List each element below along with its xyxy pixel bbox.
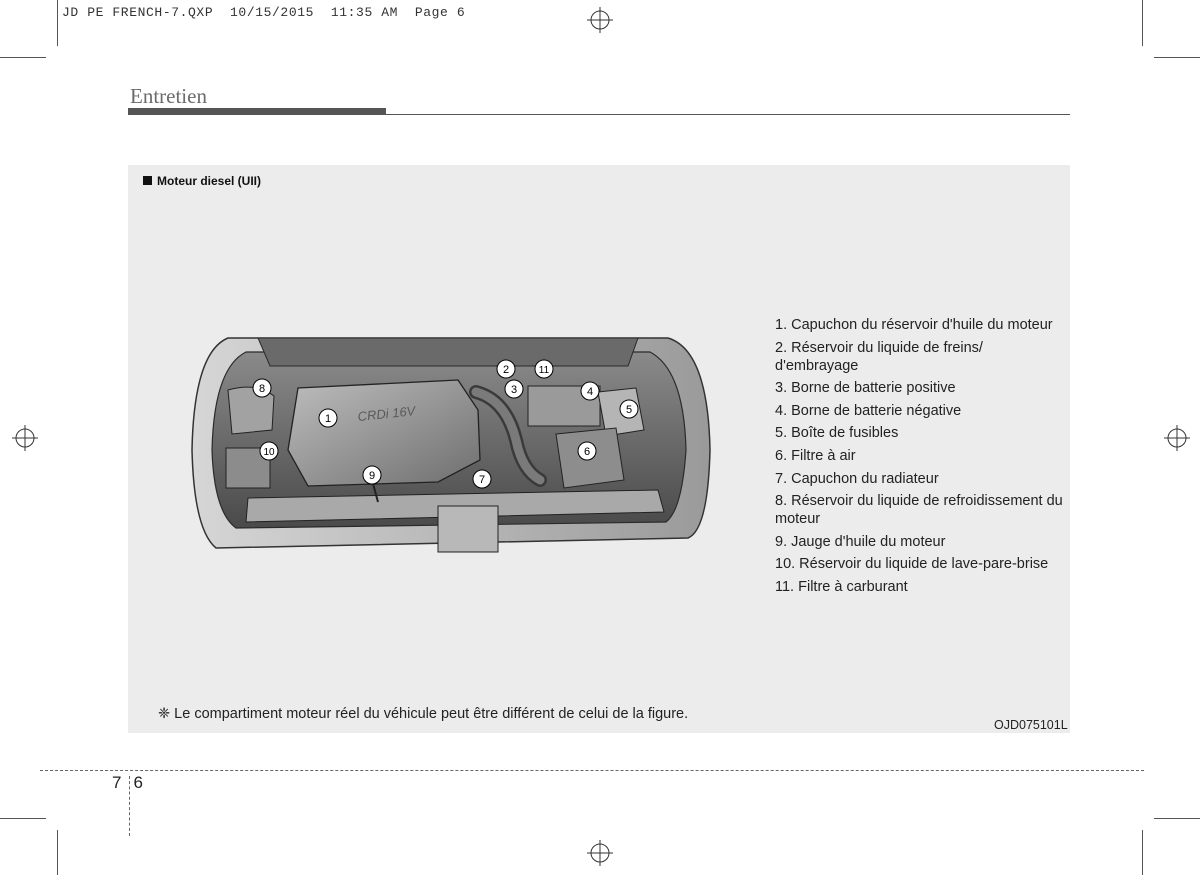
svg-text:2: 2 (502, 364, 510, 376)
callout-1 (319, 409, 337, 427)
svg-text:11: 11 (538, 365, 550, 376)
callout-9 (363, 466, 381, 484)
page-number-chapter: 7 (112, 773, 122, 792)
callout-11 (535, 360, 553, 378)
registration-mark-icon (12, 425, 38, 451)
crop-mark (0, 57, 46, 58)
legend-item: 11. Filtre à carburant (775, 578, 908, 595)
legend-item: 5. Boîte de fusibles (775, 425, 899, 442)
callout-2 (497, 360, 515, 378)
crop-mark (1154, 57, 1200, 58)
svg-text:3: 3 (510, 384, 518, 396)
section-title: Entretien (130, 84, 207, 108)
legend-item: 8. Réservoir du liquide de refroidissement du moteur (775, 493, 1063, 528)
figure-footnote: ❈ Le compartiment moteur réel du véhicule peut être différent de celui de la figure. (158, 706, 689, 722)
legend-item: 10. Réservoir du liquide de lave-pare-brise (775, 556, 1049, 573)
callout-3 (505, 380, 523, 398)
legend-item: 9. Jauge d'huile du moteur (775, 533, 946, 550)
callout-7 (473, 470, 491, 488)
registration-mark-icon (587, 840, 613, 866)
header-rule-thick (128, 108, 386, 115)
registration-mark-icon (1164, 425, 1190, 451)
svg-text:8: 8 (258, 383, 266, 395)
callout-8 (253, 379, 271, 397)
legend-item: 4. Borne de batterie négative (775, 402, 962, 419)
footer-divider (40, 770, 1144, 771)
svg-text:9: 9 (368, 470, 376, 482)
figure-code: OJD075101L (994, 718, 1068, 732)
figure-heading (143, 174, 261, 188)
crop-mark (1154, 818, 1200, 819)
callout-6 (578, 442, 596, 460)
header-rule-thin (386, 114, 1070, 115)
registration-mark-icon (587, 7, 613, 33)
crop-mark (57, 0, 58, 46)
crop-mark (1142, 0, 1143, 46)
square-bullet-icon (143, 176, 152, 185)
legend-item: 6. Filtre à air (775, 447, 856, 464)
engine-badge: CRDi 16V (356, 403, 416, 425)
crop-mark (57, 830, 58, 875)
page-number-page: 6 (133, 773, 143, 792)
crop-mark (0, 818, 46, 819)
callout-4 (581, 382, 599, 400)
svg-text:6: 6 (583, 446, 591, 458)
component-legend (775, 316, 1075, 601)
legend-item: 2. Réservoir du liquide de freins/ d'embrayage (775, 339, 983, 374)
crop-mark (1142, 830, 1143, 875)
print-slug: JD PE FRENCH-7.QXP 10/15/2015 11:35 AM Page 6 (62, 5, 466, 20)
figure-heading-text: Moteur diesel (UII) (157, 174, 262, 188)
legend-item: 3. Borne de batterie positive (775, 380, 956, 397)
engine-compartment-illustration (188, 330, 712, 562)
page-number (112, 773, 143, 793)
legend-item: 7. Capuchon du radiateur (775, 470, 939, 487)
svg-text:7: 7 (478, 474, 486, 486)
callout-10 (260, 442, 278, 460)
svg-text:1: 1 (324, 413, 332, 425)
legend-item: 1. Capuchon du réservoir d'huile du moteur (775, 317, 1053, 333)
page-number-separator (129, 776, 130, 836)
svg-text:10: 10 (263, 447, 275, 458)
svg-text:5: 5 (625, 404, 633, 416)
svg-text:4: 4 (586, 386, 594, 398)
callout-5 (620, 400, 638, 418)
